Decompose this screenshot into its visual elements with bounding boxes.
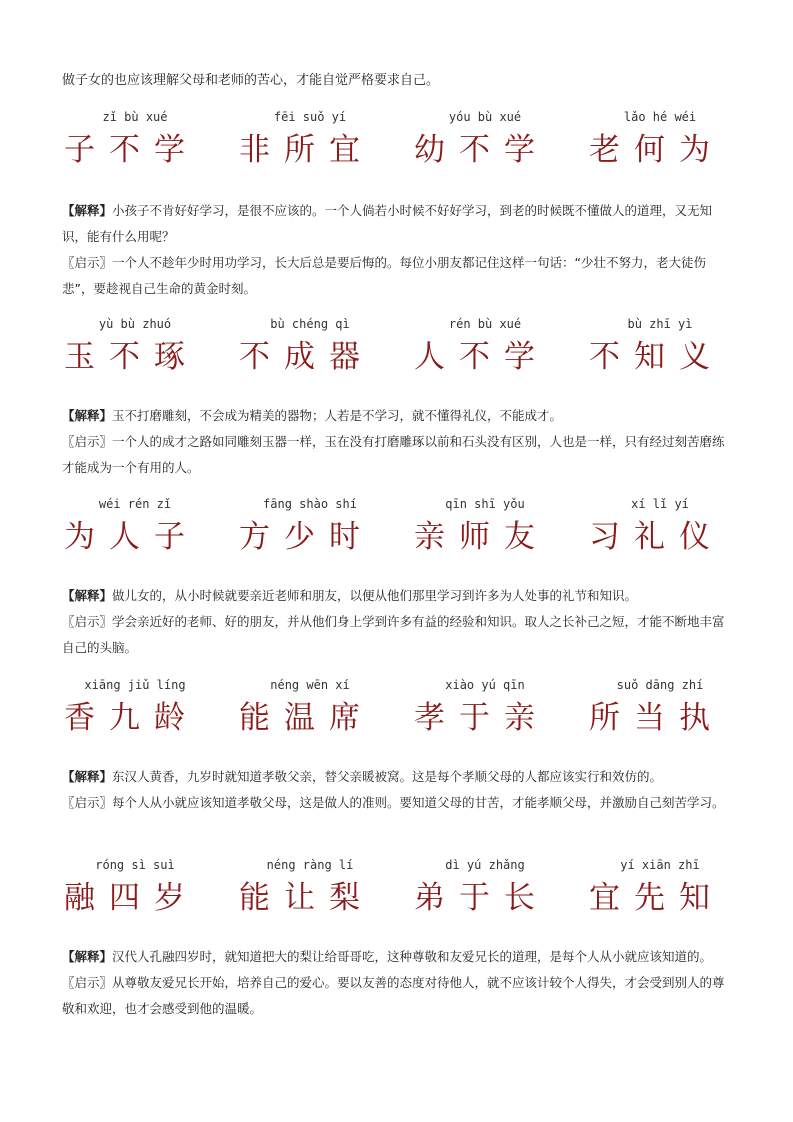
qishi-text: 一个人不趁年少时用功学习，长大后总是要后悔的。每位小朋友都记住这样一句话：“少壮不努力，老大徒伤悲”，要趁视自己生命的黄金时刻。	[62, 255, 706, 296]
verse-group	[410, 497, 570, 577]
pinyin: yù bù zhuó	[98, 317, 172, 331]
verse-group	[60, 110, 220, 190]
jieshi-text: 汉代人孔融四岁时，就知道把大的梨让给哥哥吃，这种尊敬和友爱兄长的道理，是每个人从小就应该知道的。	[112, 949, 713, 964]
hanzi: 人不学	[414, 339, 549, 375]
hanzi: 幼不学	[414, 132, 549, 168]
hanzi: 能温席	[239, 700, 374, 736]
pinyin: zǐ bù xué	[102, 110, 168, 124]
hanzi: 方少时	[239, 519, 374, 555]
verse-block	[60, 317, 740, 397]
jieshi-text: 玉不打磨雕刻，不会成为精美的器物；人若是不学习，就不懂得礼仪，不能成才。	[112, 408, 563, 423]
verse-group	[410, 110, 570, 190]
pinyin: xiào yú qīn	[445, 678, 525, 692]
pinyin: wéi rén zǐ	[98, 497, 172, 511]
pinyin: xiāng jiǔ líng	[84, 678, 186, 692]
hanzi: 所当执	[589, 700, 724, 736]
verse-group	[235, 678, 395, 758]
jieshi-tag: 【解释】	[62, 588, 113, 603]
qishi-tag: 〖启示〗	[62, 434, 113, 449]
hanzi: 亲师友	[414, 519, 549, 555]
verse-group	[410, 317, 570, 397]
verse-group	[585, 110, 745, 190]
hanzi: 能让梨	[239, 880, 374, 916]
jieshi-text: 做儿女的，从小时候就要亲近老师和朋友，以便从他们那里学习到许多为人处事的礼节和知识。	[112, 588, 638, 603]
hanzi: 不成器	[239, 339, 374, 375]
verse-block	[60, 497, 740, 577]
pinyin: lǎo hé wéi	[623, 110, 697, 124]
qishi-text: 一个人的成才之路如同雕刻玉器一样，玉在没有打磨雕琢以前和石头没有区别，人也是一样，只有经过刻苦磨练才能成为一个有用的人。	[62, 434, 725, 475]
pinyin: fēi suǒ yí	[273, 110, 347, 124]
verse-group	[60, 317, 220, 397]
hanzi: 非所宜	[239, 132, 374, 168]
verse-group	[585, 678, 745, 758]
explanation-block	[62, 198, 732, 302]
jieshi-text: 东汉人黄香，九岁时就知道孝敬父亲，替父亲暖被窝。这是每个孝顺父母的人都应该实行和效仿的。	[112, 769, 663, 784]
verse-group	[585, 317, 745, 397]
hanzi: 玉不琢	[64, 339, 199, 375]
hanzi: 老何为	[589, 132, 724, 168]
qishi-tag: 〖启示〗	[62, 795, 113, 810]
verse-group	[235, 110, 395, 190]
qishi-tag: 〖启示〗	[62, 975, 113, 990]
pinyin: qīn shī yǒu	[445, 497, 525, 511]
explanation-block	[62, 403, 732, 481]
verse-block	[60, 110, 740, 190]
qishi-text: 每个人从小就应该知道孝敬父母，这是做人的准则。要知道父母的甘苦，才能孝顺父母，并激励自己刻苦学习。	[112, 795, 725, 810]
verse-group	[235, 858, 395, 938]
pinyin: xí lǐ yí	[631, 497, 689, 511]
pinyin: fāng shào shí	[263, 497, 357, 511]
qishi-paragraph	[62, 790, 732, 816]
jieshi-text: 小孩子不肯好好学习，是很不应该的。一个人倘若小时候不好好学习，到老的时候既不懂做人的道理，又无知识，能有什么用呢？	[62, 203, 713, 244]
pinyin: néng wēn xí	[270, 678, 350, 692]
verse-group	[235, 317, 395, 397]
hanzi: 香九龄	[64, 700, 199, 736]
pinyin: yóu bù xué	[448, 110, 522, 124]
verse-group	[410, 678, 570, 758]
verse-group	[60, 678, 220, 758]
jieshi-tag: 【解释】	[62, 949, 113, 964]
qishi-tag: 〖启示〗	[62, 614, 113, 629]
pinyin: néng ràng lí	[266, 858, 354, 872]
explanation-block	[62, 764, 732, 816]
jieshi-paragraph	[62, 198, 732, 250]
verse-group	[585, 497, 745, 577]
pinyin: rén bù xué	[448, 317, 522, 331]
verse-group	[235, 497, 395, 577]
jieshi-tag: 【解释】	[62, 203, 113, 218]
jieshi-tag: 【解释】	[62, 408, 113, 423]
qishi-text: 学会亲近好的老师、好的朋友，并从他们身上学到许多有益的经验和知识。取人之长补己之短，才能不断地丰富自己的头脑。	[62, 614, 725, 655]
hanzi: 子不学	[64, 132, 199, 168]
qishi-text: 从尊敬友爱兄长开始，培养自己的爱心。要以友善的态度对待他人，就不应该计较个人得失，才会受到别人的尊敬和欢迎，也才会感受到他的温暖。	[62, 975, 725, 1016]
verse-group	[60, 858, 220, 938]
verse-group	[60, 497, 220, 577]
hanzi: 融四岁	[64, 880, 199, 916]
jieshi-paragraph	[62, 403, 732, 429]
qishi-paragraph	[62, 609, 732, 661]
verse-block	[60, 858, 740, 938]
pinyin: dì yú zhǎng	[445, 858, 525, 872]
qishi-paragraph	[62, 429, 732, 481]
pinyin: bù chéng qì	[270, 317, 350, 331]
jieshi-paragraph	[62, 764, 732, 790]
hanzi: 弟于长	[414, 880, 549, 916]
hanzi: 不知义	[589, 339, 724, 375]
hanzi: 孝于亲	[414, 700, 549, 736]
jieshi-paragraph	[62, 944, 732, 970]
qishi-paragraph	[62, 250, 732, 302]
verse-group	[410, 858, 570, 938]
jieshi-tag: 【解释】	[62, 769, 113, 784]
qishi-paragraph	[62, 970, 732, 1022]
intro-text: 做子女的也应该理解父母和老师的苦心，才能自觉严格要求自己。	[62, 73, 440, 88]
pinyin: bù zhī yì	[627, 317, 693, 331]
pinyin: yí xiān zhī	[620, 858, 700, 872]
hanzi: 为人子	[64, 519, 199, 555]
jieshi-paragraph	[62, 583, 732, 609]
verse-block	[60, 678, 740, 758]
hanzi: 宜先知	[589, 880, 724, 916]
pinyin: róng sì suì	[95, 858, 175, 872]
verse-group	[585, 858, 745, 938]
qishi-tag: 〖启示〗	[62, 255, 113, 270]
pinyin: suǒ dāng zhí	[616, 678, 704, 692]
explanation-block	[62, 944, 732, 1022]
explanation-block	[62, 583, 732, 661]
hanzi: 习礼仪	[589, 519, 724, 555]
